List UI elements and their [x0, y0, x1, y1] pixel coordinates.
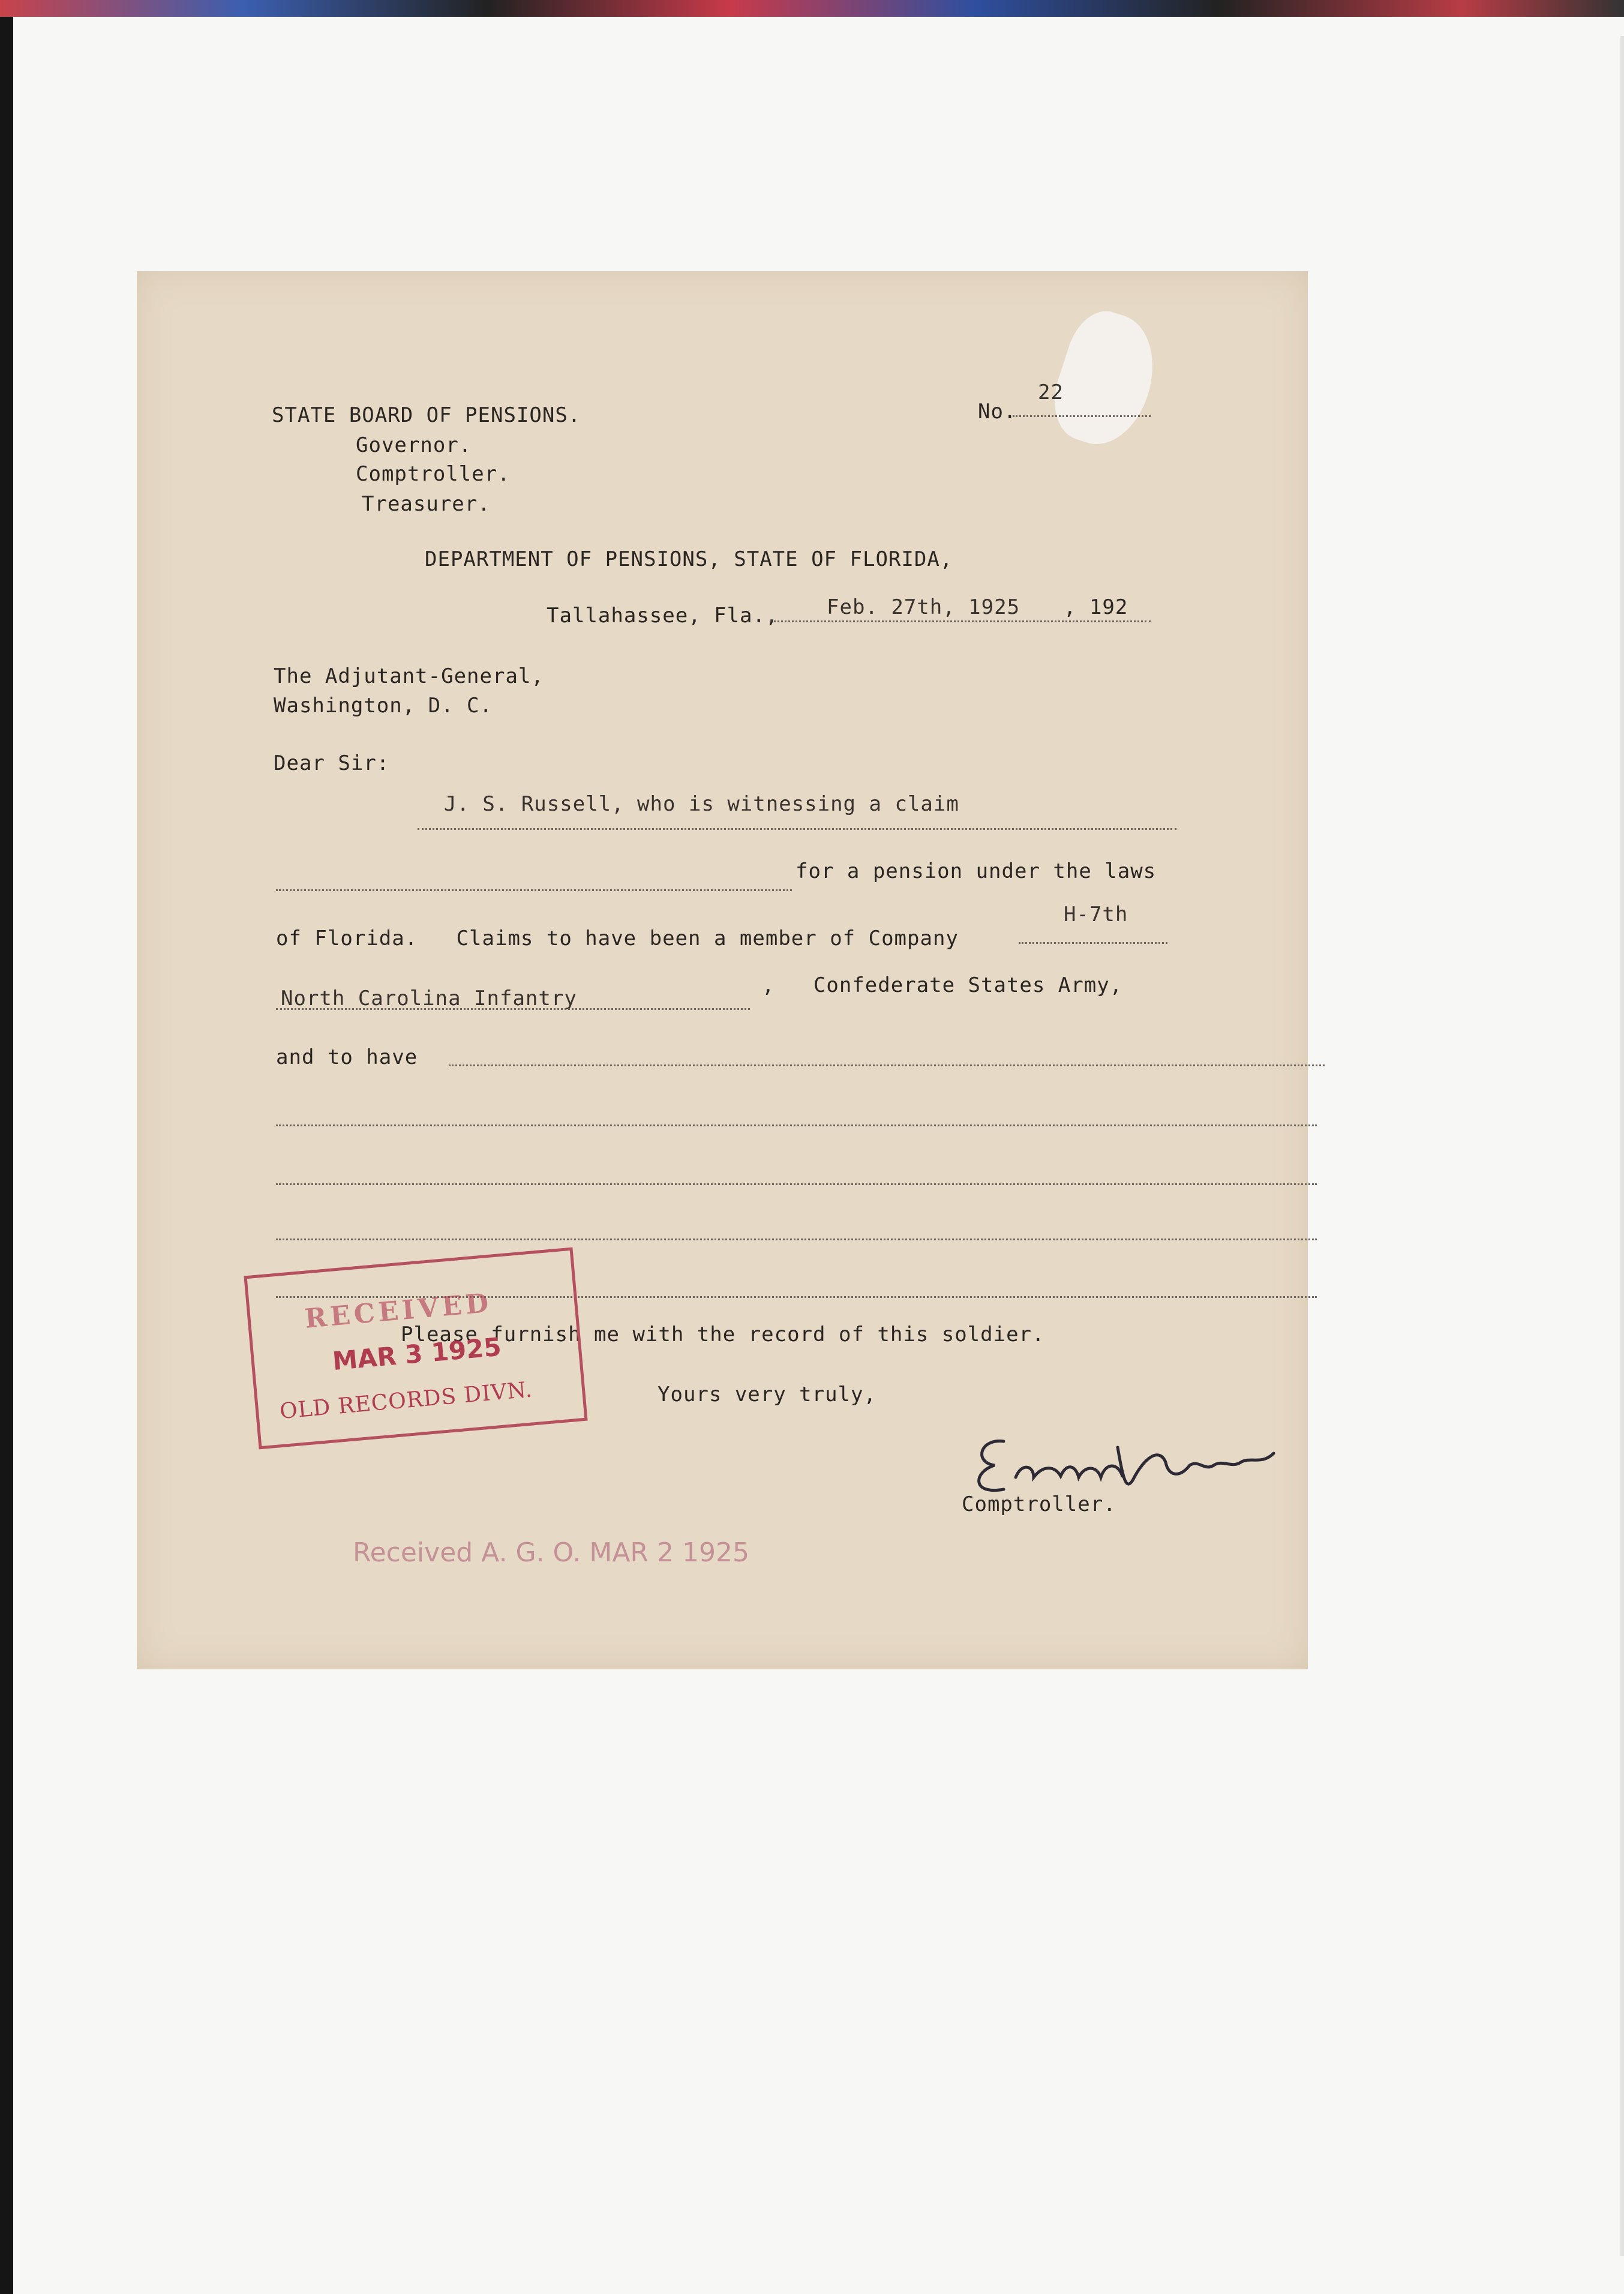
army-line: , Confederate States Army, — [762, 973, 1123, 997]
service-rule-4 — [276, 1239, 1317, 1240]
dateline-date: Feb. 27th, 1925 — [827, 595, 1020, 619]
number-rule — [1013, 415, 1151, 417]
pension-line: for a pension under the laws — [796, 859, 1157, 883]
received-stamp — [244, 1248, 587, 1450]
stamp-date: MAR 3 1925 — [331, 1332, 503, 1377]
board-member-comptroller: Comptroller. — [356, 462, 511, 486]
board-member-governor: Governor. — [356, 433, 472, 457]
addressee-line-2: Washington, D. C. — [274, 694, 493, 718]
paper-tear-spot — [1043, 302, 1169, 456]
scan-right-edge — [1620, 36, 1624, 2256]
dateline-place: Tallahassee, Fla., — [547, 604, 779, 628]
number-value: 22 — [1038, 380, 1064, 404]
service-rule-1 — [449, 1064, 1325, 1066]
dateline-year: , 192 — [1064, 595, 1128, 619]
number-label: No. — [978, 400, 1017, 424]
scan-top-strip — [0, 0, 1624, 17]
stamp-dept: OLD RECORDS DIVN. — [278, 1377, 534, 1425]
and-to-have-label: and to have — [276, 1045, 418, 1069]
closing: Yours very truly, — [658, 1383, 876, 1407]
regiment-value: North Carolina Infantry — [281, 986, 577, 1010]
company-value: H-7th — [1064, 902, 1128, 926]
board-member-treasurer: Treasurer. — [362, 492, 491, 516]
claimant-line: J. S. Russell, who is witnessing a claim — [444, 792, 959, 816]
company-rule — [1019, 942, 1167, 944]
claimant-rule — [418, 828, 1176, 830]
dateline-rule — [770, 620, 1151, 622]
ago-received-stamp: Received A. G. O. MAR 2 1925 — [353, 1537, 749, 1568]
regiment-rule — [276, 1008, 750, 1010]
board-title: STATE BOARD OF PENSIONS. — [272, 403, 581, 427]
pension-rule — [276, 889, 792, 891]
department-heading: DEPARTMENT OF PENSIONS, STATE OF FLORIDA, — [425, 547, 953, 571]
signature-title: Comptroller. — [962, 1492, 1116, 1516]
florida-line: of Florida. Claims to have been a member of Company — [276, 926, 959, 950]
service-rule-3 — [276, 1183, 1317, 1185]
request-line: Please furnish me with the record of this soldier. — [401, 1323, 1045, 1347]
service-rule-2 — [276, 1124, 1317, 1126]
addressee-line-1: The Adjutant-General, — [274, 664, 544, 688]
scan-left-edge — [0, 17, 13, 2294]
salutation: Dear Sir: — [274, 751, 390, 775]
stamp-title: RECEIVED — [303, 1287, 494, 1335]
pension-letter — [137, 271, 1308, 1669]
